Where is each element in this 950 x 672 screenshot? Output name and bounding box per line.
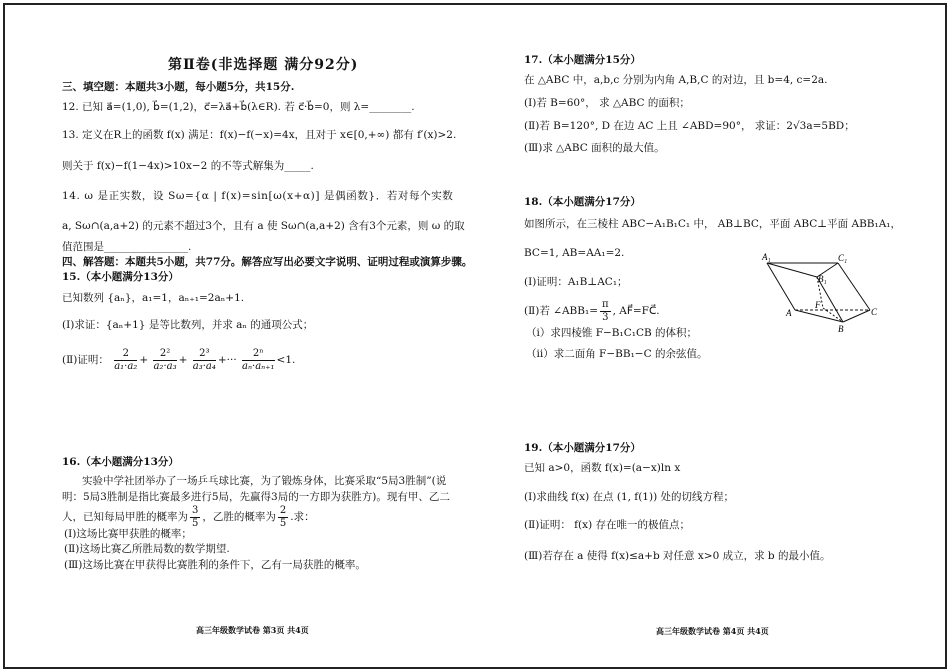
denominator: 5	[192, 517, 199, 529]
question-19-part-2: (Ⅱ)证明： f(x) 存在唯一的极值点；	[524, 519, 691, 531]
edge-c1-c	[838, 263, 870, 310]
question-16-header: 16.（本小题满分13分）	[62, 456, 179, 468]
operator: +	[139, 354, 149, 366]
numerator: 2	[279, 504, 287, 516]
numerator: 2	[114, 348, 137, 361]
denominator: aₙ·aₙ₊₁	[242, 360, 275, 372]
question-13-line-1: 13. 定义在R上的函数 f(x) 满足：f(x)−f(−x)=4x，且对于 x∈[0,+∞) 都有 f′(x)>2.	[62, 129, 457, 141]
question-14-line-1: 14. ω 是正实数，设 Sω={α | f(x)=sin[ω(x+α)] 是偶函数}．若对每个实数	[62, 190, 454, 202]
question-19-part-1: (Ⅰ)求曲线 f(x) 在点 (1, f(1)) 处的切线方程；	[524, 491, 734, 503]
page-footer-4: 高三年级数学试卷 第4页 共4页	[656, 626, 769, 636]
question-17-part-1: (Ⅰ)若 B=60°， 求 △ABC 的面积；	[524, 97, 690, 109]
denominator: a₁·a₂	[114, 360, 138, 372]
label-c1: C₁	[838, 253, 848, 263]
question-15-header: 15.（本小题满分13分）	[62, 271, 179, 283]
fraction-term-3	[193, 348, 216, 373]
part-title: 第Ⅱ卷(非选择题 满分92分)	[168, 57, 359, 73]
text: , AF⃗=FC⃗.	[612, 305, 660, 317]
numerator: 2²	[153, 348, 176, 361]
operator: +	[178, 354, 188, 366]
question-16-line-1: 实验中学社团举办了一场乒乓球比赛，为了锻炼身体，比赛采取“5局3胜制”(说	[82, 475, 447, 487]
question-18-subpart-ii: （ii）求二面角 F−BB₁−C 的余弦值。	[526, 348, 708, 360]
fraction-term-n	[242, 348, 275, 373]
question-16-part-3: (Ⅲ)这场比赛在甲获得比赛胜利的条件下，乙有一局获胜的概率。	[64, 559, 366, 571]
question-19-part-3: (Ⅲ)若存在 a 使得 f(x)≤a+b 对任意 x>0 成立，求 b 的最小值。	[524, 550, 831, 562]
question-17-stem: 在 △ABC 中，a,b,c 分别为内角 A,B,C 的对边，且 b=4, c=2a.	[524, 74, 828, 86]
triangular-prism-figure	[750, 250, 890, 335]
numerator: π	[602, 298, 609, 310]
edge-a-b	[795, 310, 843, 322]
denominator: 5	[279, 517, 287, 529]
numerator: 3	[192, 504, 199, 516]
question-16-line-2: 明：5局3胜制是指比赛最多进行5局，先赢得3局的一方即为获胜方)。现有甲、乙二	[62, 491, 450, 503]
question-17-header: 17.（本小题满分15分）	[524, 54, 641, 66]
numerator: 2ⁿ	[242, 348, 275, 361]
label-f: F	[815, 300, 821, 310]
fraction-term-2	[153, 348, 176, 373]
numerator: 2³	[193, 348, 216, 361]
fraction-2-5	[278, 505, 288, 530]
fraction-term-1	[114, 348, 137, 373]
fraction-pi-3	[600, 299, 611, 324]
question-15-stem: 已知数列 {aₙ}，a₁=1，aₙ₊₁=2aₙ+1.	[62, 292, 245, 304]
denominator: a₂·a₃	[153, 360, 177, 372]
question-17-part-3: (Ⅲ)求 △ABC 面积的最大值。	[524, 142, 665, 154]
question-16-part-1: (Ⅰ)这场比赛甲获胜的概率；	[64, 528, 192, 540]
operator: +···	[217, 354, 237, 366]
question-19-stem: 已知 a>0，函数 f(x)=(a−x)ln x	[524, 462, 681, 474]
question-19-header: 19.（本小题满分17分）	[524, 442, 641, 454]
label-a1: A₁	[762, 252, 771, 262]
label-c: C	[871, 307, 878, 317]
question-14-line-3: 值范围是________________.	[62, 241, 192, 253]
question-18-line-2: BC=1, AB=AA₁=2.	[524, 247, 625, 259]
question-15-part-1: (Ⅰ)求证：{aₙ+1} 是等比数列，并求 aₙ 的通项公式；	[62, 319, 314, 331]
section-3-heading: 三、填空题：本题共3小题，每小题5分，共15分.	[62, 81, 295, 93]
section-4-heading: 四、解答题：本题共5小题，共77分。解答应写出必要文字说明、证明过程或演算步骤。	[62, 256, 473, 268]
question-15-part-2	[62, 345, 295, 375]
denominator: 3	[602, 311, 609, 323]
question-18-line-1: 如图所示，在三棱柱 ABC−A₁B₁C₁ 中， AB⊥BC，平面 ABC⊥平面 ABB₁A₁，	[524, 218, 902, 230]
page-footer-3: 高三年级数学试卷 第3页 共4页	[196, 625, 309, 635]
label-a: A	[786, 308, 792, 318]
question-14-line-2: a, Sω∩(a,a+2) 的元素不超过3个，且有 a 使 Sω∩(a,a+2) 含有3个元素，则 ω 的取	[62, 220, 465, 232]
question-18-part-2	[524, 297, 660, 325]
text: (Ⅱ)若 ∠ABB₁=	[524, 305, 598, 317]
question-13-line-2: 则关于 f(x)−f(1−4x)>10x−2 的不等式解集为_____.	[62, 160, 314, 172]
text: 人，已知每局甲胜的概率为	[62, 511, 188, 523]
question-17-part-2: (Ⅱ)若 B=120°, D 在边 AC 上且 ∠ABD=90°， 求证：2√3a=5BD；	[524, 120, 855, 132]
operator: <1.	[276, 354, 296, 366]
question-18-part-1: (Ⅰ)证明：A₁B⊥AC₁；	[524, 276, 628, 288]
question-16-part-2: (Ⅱ)这场比赛乙所胜局数的数学期望.	[64, 543, 230, 555]
text: .求：	[290, 511, 315, 523]
text: ，乙胜的概率为	[202, 511, 276, 523]
question-18-header: 18.（本小题满分17分）	[524, 196, 641, 208]
part-2-label: (Ⅱ)证明：	[62, 354, 109, 366]
edge-b-c	[843, 310, 870, 322]
denominator: a₃·a₄	[192, 360, 216, 372]
question-18-subpart-i: （i）求四棱锥 F−B₁C₁CB 的体积；	[526, 327, 698, 339]
fraction-3-5	[190, 505, 200, 530]
label-b: B	[838, 324, 844, 334]
label-b1: B₁	[818, 274, 827, 284]
question-12: 12. 已知 a⃗=(1,0), b⃗=(1,2)，c⃗=λa⃗+b⃗(λ∈R). 若 c⃗·b⃗=0，则 λ=________.	[62, 101, 415, 113]
